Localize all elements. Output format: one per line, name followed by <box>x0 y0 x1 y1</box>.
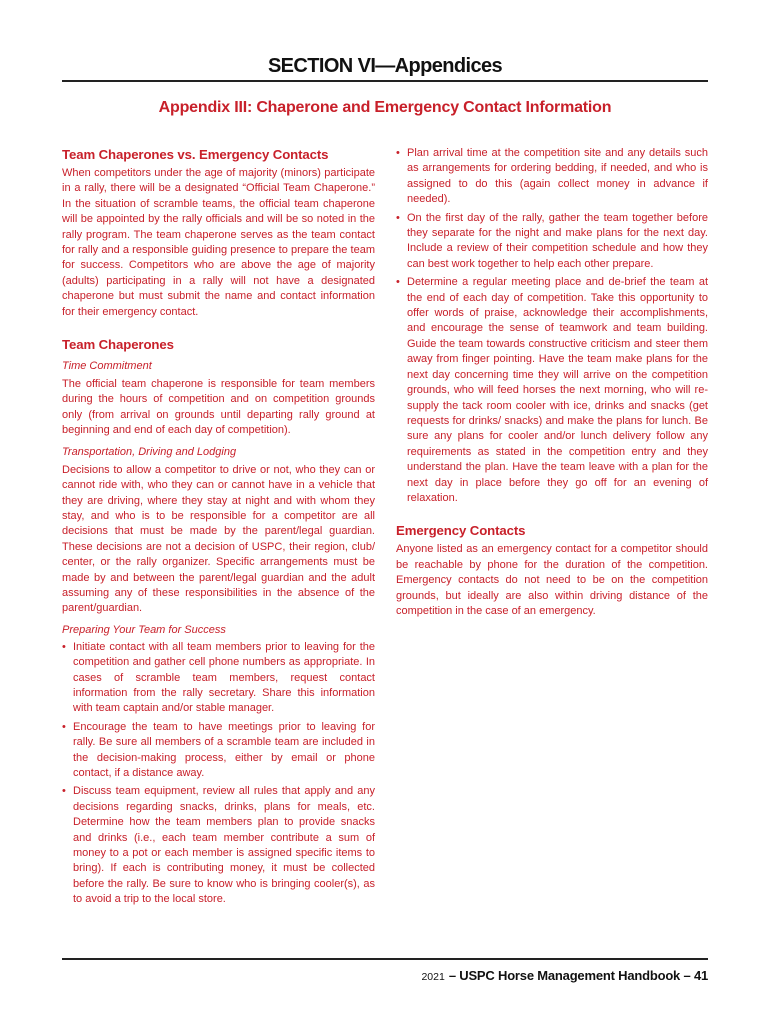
footer-rule <box>62 958 708 960</box>
subheading-time-commitment: Time Commitment <box>62 360 152 373</box>
list-item-text: Plan arrival time at the competition site and any details such as arrangements for ordering bedding, if needed, and who is assigned to do this (again collect money in advance if needed). <box>407 147 708 206</box>
section-title: SECTION VI—Appendices <box>267 55 503 77</box>
list-item <box>396 211 708 273</box>
page-footer <box>421 968 708 983</box>
section-header <box>62 54 708 82</box>
list-item-text: On the first day of the rally, gather the team together before they separate for the night and make plans for the next day. Include a review of their competition schedule and how they can best work together to help each other prepare. <box>407 211 708 270</box>
list-item <box>62 784 375 907</box>
list-item-text: Initiate contact with all team members prior to leaving for the competition and gather cell phone numbers as appropriate. In cases of scramble team members, request contact information from the rally secretary. Share this information with team captain and/or stable manager. <box>73 640 375 715</box>
appendix-title: Appendix III: Chaperone and Emergency Contact Information <box>158 99 612 116</box>
list-item-text: Determine a regular meeting place and de-brief the team at the end of each day of competition. Take this opportunity to offer words of praise, acknowledge their accomplishments, and encourage the sense of teamwork and team building. Guide the team towards constructive criticism and steer them away from finger pointing. Have the team make plans for the next day concerning time they will arrive on the competition grounds, who will feed horses the next morning, who will re-supply the tack room cooler with ice, drinks and snacks (get requests for drinks/ snacks) and make the plans for lunch. Be sure any plans for cooler and/or lunch delivery follow any requirements as stated in the competition entry and they understand the plan. Have the team leave with a plan for the next day in place before they go off for an evening of relaxation. <box>407 276 708 504</box>
bullet-icon: • <box>62 640 66 653</box>
subheading-preparing-team: Preparing Your Team for Success <box>62 623 226 636</box>
heading-team-chaperones: Team Chaperones <box>62 337 174 353</box>
preparing-team-list <box>62 640 375 908</box>
heading-chaperones-vs-contacts: Team Chaperones vs. Emergency Contacts <box>62 147 329 162</box>
paragraph-emergency-contacts: Anyone listed as an emergency contact for a competitor should be reachable by phone for the duration of the competition. Emergency contacts do not need to be on the competition grounds, but ideally are also within driving distance of the competition in the case of an emergency. <box>396 543 708 617</box>
footer-title: – USPC Horse Management Handbook – 41 <box>448 968 708 983</box>
list-item-text: Encourage the team to have meetings prior to leaving for rally. Be sure all members of a scramble team are included in the decision-making process, either by email or phone contact, if a distance away. <box>73 720 375 779</box>
list-item <box>396 146 708 208</box>
continued-preparing-list <box>396 146 708 506</box>
right-column <box>396 146 708 619</box>
list-item-text: Discuss team equipment, review all rules that apply and any decisions regarding snacks, drinks, plans for meals, etc. Determine how the team members plan to provide snacks and drinks (i.e., each team member contribute a sum of money to a pot or each member is assigned specific items to bring). If each is contributing money, it must be collected before the rally. Be sure to know who is bringing cooler(s), as to avoid a trip to the local store. <box>73 785 375 906</box>
bullet-icon: • <box>62 720 66 733</box>
paragraph-time-commitment: The official team chaperone is responsible for team members during the hours of competition and on competition grounds only (from arrival on grounds until departing rally ground at beginning and end of each day of competition). <box>62 378 375 437</box>
bullet-icon: • <box>62 785 66 798</box>
left-column <box>62 146 375 911</box>
list-item <box>396 275 708 506</box>
subheading-transportation: Transportation, Driving and Lodging <box>62 445 237 458</box>
bullet-icon: • <box>396 211 400 224</box>
list-item <box>62 720 375 782</box>
paragraph-intro: When competitors under the age of majority (minors) participate in a rally, there will be a designated “Official Team Chaperone.” In the situation of scramble teams, the official team chaperone will be appointed by the rally officials and will be so noted in the rally program. The team chaperone serves as the team contact for rally and a responsible guiding presence to prepare the team for success. Competitors who are above the age of majority (adults) participating in a rally will not have a designated chaperone but must submit the name and contact information for their emergency contact. <box>62 167 375 318</box>
paragraph-transportation: Decisions to allow a competitor to drive or not, who they can or cannot ride with, who they can or cannot have in a vehicle that they are driving, where they stay at night and with whom they stay, and who is to be responsible for a competitor are all decisions that must be made by the parent/legal guardian. These decisions are not a decision of USPC, their region, club/ center, or the rally organizer. Specific arrangements must be made by and between the parent/legal guardian and the adult assuming any of these responsibilities in the absence of the parent/guardian. <box>62 463 375 615</box>
bullet-icon: • <box>396 147 400 159</box>
heading-emergency-contacts: Emergency Contacts <box>396 523 526 539</box>
footer-year: 2021 <box>421 971 445 983</box>
list-item <box>62 640 375 717</box>
bullet-icon: • <box>396 276 400 289</box>
